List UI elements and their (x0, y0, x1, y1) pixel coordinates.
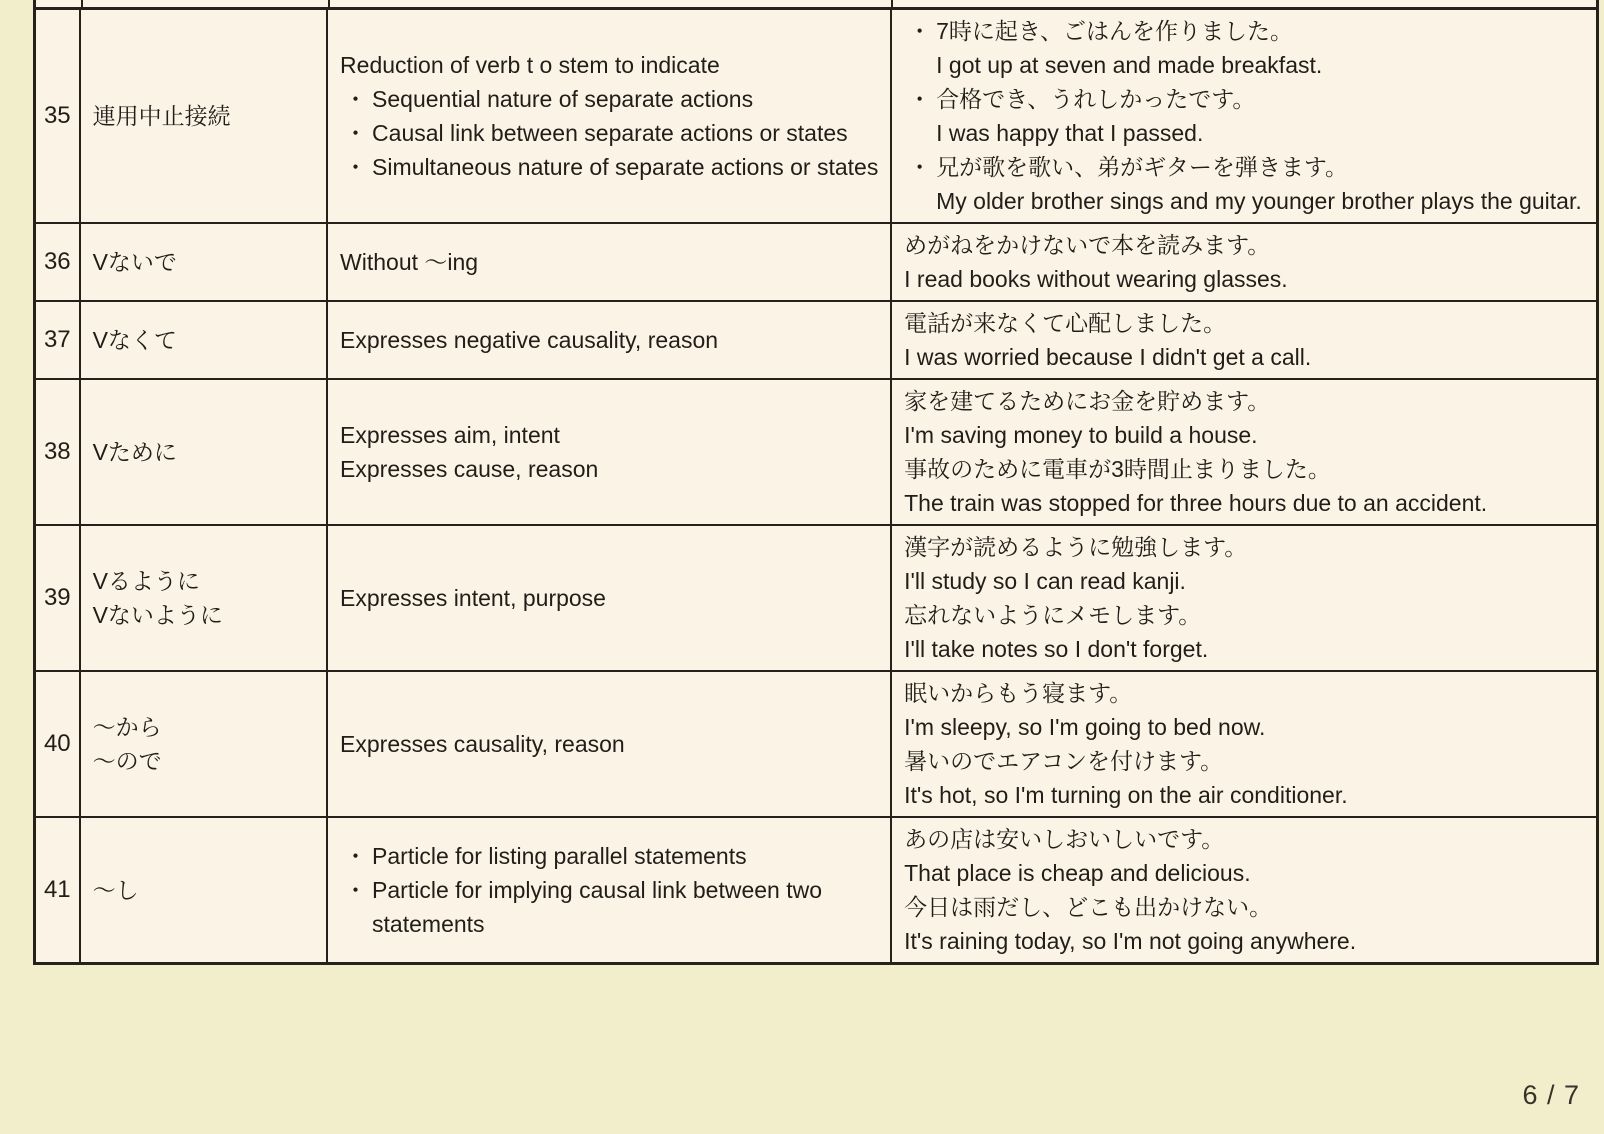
grammar-point-text: 連用中止接続 (92, 103, 231, 129)
table-row (35, 525, 1598, 671)
grammar-point-text: ～し (92, 877, 139, 903)
explanation-bullet-text: Simultaneous nature of separate actions or states (372, 154, 879, 180)
explanation-cell (327, 223, 891, 301)
example-english-line: The train was stopped for three hours due to an accident. (904, 490, 1488, 516)
explanation-line: Expresses aim, intent (340, 422, 560, 448)
example-english-line: It's hot, so I'm turning on the air conditioner. (904, 782, 1348, 808)
explanation-bullet-text: Causal link between separate actions or states (372, 120, 848, 146)
example-japanese-line: 暑いのでエアコンを付けます。 (904, 748, 1224, 774)
bullet-dot-icon: ・ (908, 18, 932, 44)
examples-cell (891, 223, 1597, 301)
table-row (35, 223, 1598, 301)
grammar-point-text: Vないで (92, 249, 177, 275)
explanation-bullet-text: Particle for implying causal link between two statements (372, 877, 823, 937)
explanation-cell (327, 301, 891, 379)
examples-cell (891, 9, 1597, 224)
example-japanese-line: 兄が歌を歌い、弟がギターを弾きます。 (936, 154, 1349, 180)
example-english-line: I'll study so I can read kanji. (904, 568, 1186, 594)
examples-cell (891, 379, 1597, 525)
bullet-dot-icon: ・ (344, 154, 368, 180)
explanation-bullet-text: Particle for listing parallel statements (372, 843, 747, 869)
example-english-line: I got up at seven and made breakfast. (936, 52, 1323, 78)
grammar-cell (80, 379, 327, 525)
explanation-cell (327, 525, 891, 671)
bullet-line (340, 116, 882, 150)
example-english-line: I'm saving money to build a house. (904, 422, 1258, 448)
example-english-line: I was worried because I didn't get a call. (904, 344, 1312, 370)
table-row (35, 9, 1598, 224)
row-number-cell: 41 (35, 817, 80, 964)
example-japanese-line: 漢字が読めるように勉強します。 (904, 534, 1248, 560)
bullet-dot-icon: ・ (908, 154, 932, 180)
bullet-line (904, 82, 1588, 116)
row-number-cell: 40 (35, 671, 80, 817)
row-number-cell: 39 (35, 525, 80, 671)
column-divider-mark (891, 0, 893, 7)
example-japanese-line: めがねをかけないで本を読みます。 (904, 232, 1271, 258)
example-english-line: I read books without wearing glasses. (904, 266, 1288, 292)
example-english-line: I was happy that I passed. (936, 120, 1204, 146)
grammar-point-text: Vために (92, 439, 177, 465)
grammar-point-text: ～ので (92, 748, 162, 774)
column-divider-mark (81, 0, 83, 7)
example-english-line: I'm sleepy, so I'm going to bed now. (904, 714, 1266, 740)
bullet-dot-icon: ・ (908, 86, 932, 112)
examples-cell (891, 301, 1597, 379)
table-row (35, 671, 1598, 817)
explanation-cell (327, 379, 891, 525)
grammar-cell (80, 525, 327, 671)
example-japanese-line: 電話が来なくて心配しました。 (904, 310, 1227, 336)
example-english-line: I'll take notes so I don't forget. (904, 636, 1209, 662)
explanation-line: Without ～ing (340, 249, 479, 275)
previous-row-sliver (33, 0, 1599, 7)
bullet-line (340, 82, 882, 116)
explanation-line: Expresses negative causality, reason (340, 327, 719, 353)
bullet-line (904, 150, 1588, 184)
explanation-cell (327, 817, 891, 964)
table-wrap (33, 0, 1599, 965)
example-japanese-line: 今日は雨だし、どこも出かけない。 (904, 894, 1273, 920)
grammar-cell (80, 817, 327, 964)
example-japanese-line: 眠いからもう寝ます。 (904, 680, 1133, 706)
example-japanese-line: 家を建てるためにお金を貯めます。 (904, 388, 1271, 414)
page-number: 6 / 7 (1522, 1080, 1580, 1110)
examples-cell (891, 525, 1597, 671)
explanation-cell (327, 9, 891, 224)
explanation-line: Expresses cause, reason (340, 456, 599, 482)
example-english-line: It's raining today, so I'm not going anywhere. (904, 928, 1357, 954)
grammar-point-text: Vないように (92, 602, 223, 628)
table-body (35, 9, 1598, 964)
example-english-line: That place is cheap and delicious. (904, 860, 1251, 886)
example-japanese-line: 事故のために電車が3時間止まりました。 (904, 456, 1331, 482)
grammar-cell (80, 223, 327, 301)
bullet-line (340, 150, 882, 184)
column-divider-mark (328, 0, 330, 7)
bullet-dot-icon: ・ (344, 843, 368, 869)
explanation-line: Expresses causality, reason (340, 731, 625, 757)
example-japanese-line: 7時に起き、ごはんを作りました。 (936, 18, 1293, 44)
grammar-point-text: Vなくて (92, 327, 177, 353)
bullet-dot-icon: ・ (344, 120, 368, 146)
row-number-cell: 38 (35, 379, 80, 525)
bullet-line (904, 14, 1588, 48)
table-row (35, 301, 1598, 379)
row-number-cell: 37 (35, 301, 80, 379)
grammar-cell (80, 671, 327, 817)
example-japanese-line: 合格でき、うれしかったです。 (936, 86, 1256, 112)
bullet-line (340, 839, 882, 873)
bullet-dot-icon: ・ (344, 86, 368, 112)
bullet-dot-icon: ・ (344, 877, 368, 903)
grammar-cell (80, 301, 327, 379)
explanation-line: Reduction of verb t o stem to indicate (340, 52, 720, 78)
grammar-table (33, 7, 1599, 965)
grammar-point-text: Vるように (92, 568, 200, 594)
explanation-bullet-text: Sequential nature of separate actions (372, 86, 754, 112)
table-row (35, 379, 1598, 525)
bullet-line (340, 873, 882, 941)
example-english-line: My older brother sings and my younger brother plays the guitar. (936, 188, 1582, 214)
examples-cell (891, 671, 1597, 817)
row-number-cell: 35 (35, 9, 80, 224)
table-row (35, 817, 1598, 964)
examples-cell (891, 817, 1597, 964)
example-japanese-line: 忘れないようにメモします。 (904, 602, 1202, 628)
explanation-cell (327, 671, 891, 817)
explanation-line: Expresses intent, purpose (340, 585, 606, 611)
example-japanese-line: あの店は安いしおいしいです。 (904, 826, 1225, 852)
grammar-cell (80, 9, 327, 224)
grammar-point-text: ～から (92, 714, 162, 740)
row-number-cell: 36 (35, 223, 80, 301)
